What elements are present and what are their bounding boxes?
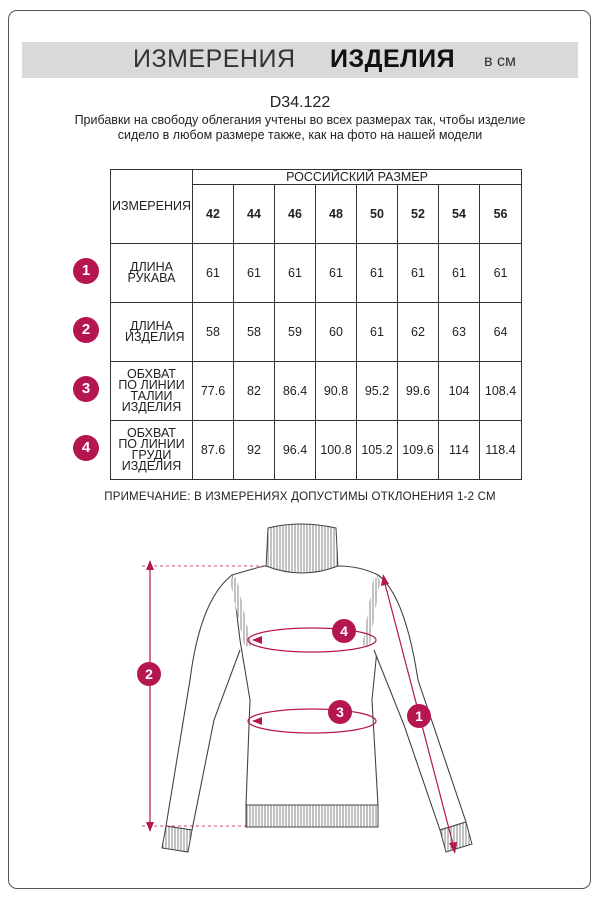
row-label: ДЛИНА РУКАВА [111, 244, 193, 303]
table-row-sleeve-length [111, 244, 522, 303]
fit-description: Прибавки на свободу облегания учтены во всех размерах так, чтобы изделие сидело в любом размере также, как на фото на нашей модели [74, 113, 526, 142]
diagram-marker-chest: 4 [332, 619, 356, 643]
title-product: ИЗДЕЛИЯ [330, 45, 456, 73]
table-row-waist-girth [111, 362, 522, 421]
sweater-body [232, 566, 378, 805]
table-cell: 61 [193, 244, 234, 303]
table-cell: 61 [234, 244, 275, 303]
arrow-head [146, 822, 154, 832]
left-cuff [162, 826, 192, 852]
size-header: 42 [193, 185, 234, 244]
table-cell: 61 [439, 244, 480, 303]
table-row-chest-girth [111, 421, 522, 480]
row-number-badge: 3 [73, 376, 99, 402]
table-cell: 62 [398, 303, 439, 362]
diagram-marker-sleeve: 1 [407, 704, 431, 728]
table-cell: 109.6 [398, 421, 439, 480]
table-cell: 92 [234, 421, 275, 480]
table-cell: 108.4 [480, 362, 522, 421]
row-number-badge: 4 [73, 435, 99, 461]
table-cell: 61 [480, 244, 522, 303]
table-cell: 61 [275, 244, 316, 303]
size-table [110, 169, 522, 480]
table-cell: 96.4 [275, 421, 316, 480]
table-cell: 100.8 [316, 421, 357, 480]
table-cell: 114 [439, 421, 480, 480]
table-cell: 60 [316, 303, 357, 362]
table-cell: 59 [275, 303, 316, 362]
table-cell: 61 [398, 244, 439, 303]
table-cell: 118.4 [480, 421, 522, 480]
table-row-product-length [111, 303, 522, 362]
header-measurements-label: ИЗМЕРЕНИЯ [111, 170, 193, 244]
table-cell: 61 [357, 303, 398, 362]
title-measurements: ИЗМЕРЕНИЯ [133, 45, 296, 73]
table-cell: 95.2 [357, 362, 398, 421]
table-cell: 90.8 [316, 362, 357, 421]
arrow-head [381, 574, 389, 586]
table-cell: 104 [439, 362, 480, 421]
measurement-note: ПРИМЕЧАНИЕ: В ИЗМЕРЕНИЯХ ДОПУСТИМЫ ОТКЛОНЕНИЯ 1-2 СМ [104, 491, 496, 503]
size-header: 56 [480, 185, 522, 244]
size-group-label: РОССИЙСКИЙ РАЗМЕР [193, 170, 522, 185]
row-label: ДЛИНА ИЗДЕЛИЯ [111, 303, 193, 362]
row-label: ОБХВАТ ПО ЛИНИИ ГРУДИ ИЗДЕЛИЯ [111, 421, 193, 480]
table-cell: 99.6 [398, 362, 439, 421]
diagram-marker-waist: 3 [328, 700, 352, 724]
size-header: 46 [275, 185, 316, 244]
table-cell: 86.4 [275, 362, 316, 421]
table-cell: 87.6 [193, 421, 234, 480]
table-cell: 61 [357, 244, 398, 303]
product-code: D34.122 [269, 94, 331, 111]
sweater-diagram [0, 510, 600, 870]
title-unit: в см [484, 53, 516, 70]
table-cell: 64 [480, 303, 522, 362]
table-cell: 63 [439, 303, 480, 362]
table-cell: 58 [234, 303, 275, 362]
size-header: 48 [316, 185, 357, 244]
left-sleeve [166, 575, 240, 830]
row-number-badge: 1 [73, 258, 99, 284]
table-cell: 61 [316, 244, 357, 303]
right-sleeve [374, 575, 466, 830]
row-number-badge: 2 [73, 317, 99, 343]
table-cell: 58 [193, 303, 234, 362]
hem-band [246, 805, 378, 827]
table-cell: 77.6 [193, 362, 234, 421]
table-cell: 105.2 [357, 421, 398, 480]
size-header: 50 [357, 185, 398, 244]
diagram-marker-length: 2 [137, 662, 161, 686]
size-header: 44 [234, 185, 275, 244]
row-label: ОБХВАТ ПО ЛИНИИ ТАЛИИ ИЗДЕЛИЯ [111, 362, 193, 421]
size-header: 54 [439, 185, 480, 244]
size-header: 52 [398, 185, 439, 244]
collar [266, 524, 338, 574]
arrow-head [146, 560, 154, 570]
table-cell: 82 [234, 362, 275, 421]
